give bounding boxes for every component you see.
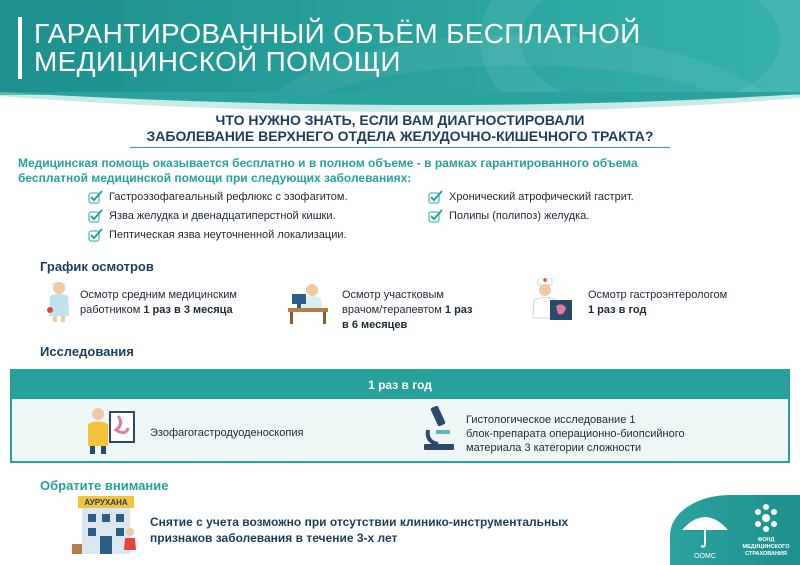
research-item-histology: Гистологическое исследование 1 блок-препарата операционно-биопсийного материала 3 категории сложности: [466, 414, 685, 454]
page-title: ГАРАНТИРОВАННЫЙ ОБЪЁМ БЕСПЛАТНОЙ МЕДИЦИНСКОЙ ПОМОЩИ: [34, 18, 641, 77]
disease-item: Язва желудка и двенадцатиперстной кишки.: [88, 209, 336, 223]
schedule-item-gastroenterologist: Осмотр гастроэнтерологом 1 раз в год: [588, 289, 728, 316]
gastroenterologist-icon: [530, 278, 576, 324]
check-icon: [88, 190, 104, 204]
fund-logo: [738, 500, 794, 562]
hospital-icon: [70, 496, 144, 556]
check-icon: [88, 228, 104, 242]
hospital-sign-text: АУРУХАНА: [84, 498, 128, 507]
attention-title: Обратите внимание: [40, 478, 169, 493]
divider: [130, 147, 670, 148]
disease-item: Гастроэзофагеальный рефлюкс с эзофагитом.: [88, 190, 348, 204]
logo-oms-text: ООМС: [694, 553, 716, 560]
attention-text: Снятие с учета возможно при отсутствии клинико-инструментальных признаков заболевания в течение 3-х лет: [150, 515, 569, 545]
research-item-egds: Эзофагогастродуоденоскопия: [150, 427, 304, 439]
disease-item: Пептическая язва неуточненной локализации.: [88, 228, 347, 242]
subtitle: ЧТО НУЖНО ЗНАТЬ, ЕСЛИ ВАМ ДИАГНОСТИРОВАЛИ ЗАБОЛЕВАНИЕ ВЕРХНЕГО ОТДЕЛА ЖЕЛУДОЧНО-КИШЕЧНОГО ТРАКТА?: [146, 112, 654, 144]
svg-text:ФОНД: ФОНД: [757, 537, 775, 543]
check-icon: [428, 209, 444, 223]
header-banner: [0, 0, 800, 95]
check-icon: [428, 190, 444, 204]
svg-text:МЕДИЦИНСКОГО: МЕДИЦИНСКОГО: [742, 544, 790, 550]
disease-item: Полипы (полипоз) желудка.: [428, 209, 589, 223]
microscope-icon: [418, 404, 458, 452]
doctor-desk-icon: [286, 282, 330, 324]
nurse-icon: [44, 280, 74, 322]
schedule-item-nurse: Осмотр средним медицинским работником 1 раз в 3 месяца: [80, 289, 237, 316]
disease-item: Хронический атрофический гастрит.: [428, 190, 634, 204]
research-frequency: 1 раз в год: [12, 371, 788, 399]
umbrella-logo: [676, 500, 734, 562]
research-title: Исследования: [40, 344, 134, 359]
check-icon: [88, 209, 104, 223]
schedule-item-therapist: Осмотр участковым врачом/терапевтом 1 раз в 6 месяцев: [342, 289, 473, 331]
header-wave: [0, 92, 800, 114]
endoscopy-icon: [86, 406, 136, 454]
intro-text: Медицинская помощь оказывается бесплатно и в полном объеме - в рамках гарантированного объема бесплатной медицинской помощи при следующих заболеваниях:: [18, 156, 638, 185]
svg-text:СТРАХОВАНИЯ: СТРАХОВАНИЯ: [745, 551, 787, 557]
header-accent-bar: [18, 17, 22, 79]
schedule-title: График осмотров: [40, 259, 154, 274]
